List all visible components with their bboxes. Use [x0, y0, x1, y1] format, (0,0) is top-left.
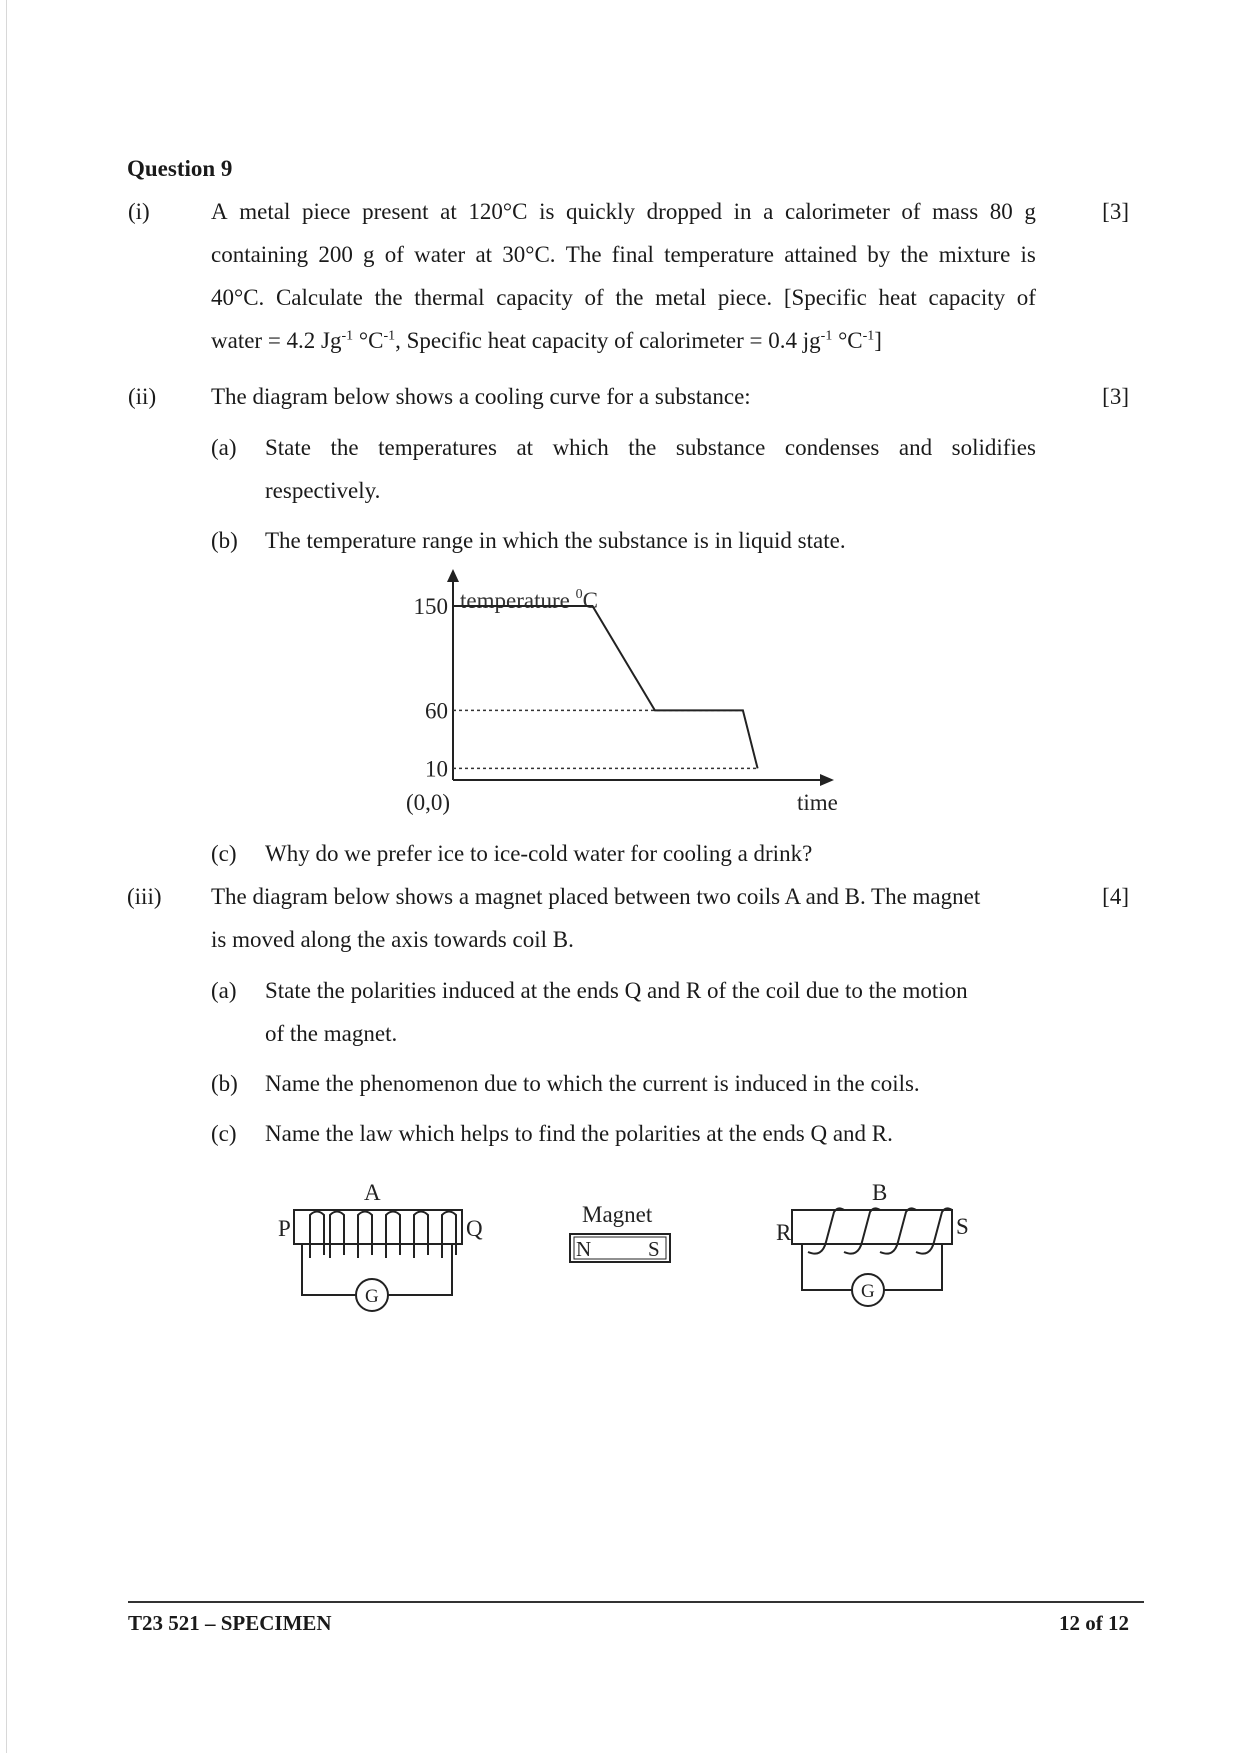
- word: calorimeter: [785, 199, 890, 224]
- word: 30°C.: [502, 242, 556, 267]
- word: solidifies: [951, 435, 1036, 460]
- part-iii-a-line-1: State the polarities induced at the ends Q and R of the coil due to the motion: [265, 978, 968, 1003]
- word: [Specific: [783, 285, 867, 310]
- part-iii-line-1: The diagram below shows a magnet placed between two coils A and B. The magnet: [211, 884, 981, 909]
- coil-magnet-diagram: [270, 1170, 1000, 1330]
- word: 120°C: [468, 199, 528, 224]
- line4-sup-2: -1: [383, 328, 396, 344]
- coil-a-core: [294, 1210, 462, 1244]
- part-iii-label: (iii): [127, 884, 162, 909]
- word: 200: [318, 242, 353, 267]
- footer-rule: [128, 1601, 1144, 1603]
- line4-text-4: °C: [832, 328, 863, 353]
- coil-b-galvanometer-label: G: [861, 1281, 875, 1302]
- word: the: [330, 435, 359, 460]
- word: the: [374, 285, 403, 310]
- word: g: [1024, 199, 1036, 224]
- word: dropped: [646, 199, 723, 224]
- magnet: [570, 1202, 670, 1262]
- part-iii-b-text: Name the phenomenon due to which the current is induced in the coils.: [265, 1071, 920, 1096]
- part-ii-b-label: (b): [211, 528, 238, 553]
- coil-a-label: A: [364, 1180, 381, 1205]
- word: is: [1020, 242, 1036, 267]
- word: The: [565, 242, 602, 267]
- part-i-line-1: [211, 200, 1036, 223]
- part-iii-c-text: Name the law which helps to find the polarities at the ends Q and R.: [265, 1121, 893, 1146]
- word: metal: [655, 285, 707, 310]
- part-ii-a-label: (a): [211, 435, 237, 460]
- footer-code: T23 521 – SPECIMEN: [128, 1611, 332, 1635]
- word: which: [552, 435, 609, 460]
- part-iii-a-label: (a): [211, 978, 237, 1003]
- word: capacity: [928, 285, 1006, 310]
- coil-a: [278, 1180, 483, 1311]
- part-ii-text: The diagram below shows a cooling curve for a substance:: [211, 384, 751, 409]
- word: mixture: [938, 242, 1011, 267]
- part-i-line-3: [211, 286, 1036, 309]
- coil-a-end-p: P: [278, 1216, 291, 1241]
- coil-a-galvanometer-label: G: [365, 1286, 379, 1307]
- y-tick-label-60: 60: [425, 698, 448, 724]
- magnet-north: N: [576, 1237, 592, 1261]
- word: and: [898, 435, 933, 460]
- part-i-line-2: [211, 243, 1036, 266]
- x-axis-arrow: [820, 774, 834, 786]
- word: of: [901, 199, 921, 224]
- word: A: [211, 199, 228, 224]
- part-ii-label: (ii): [128, 384, 157, 409]
- line4-text-1: water = 4.2 Jg: [211, 328, 342, 353]
- word: in: [733, 199, 752, 224]
- coil-b-winding: [808, 1208, 952, 1253]
- question-title: Question 9: [127, 156, 233, 181]
- word: the: [615, 285, 644, 310]
- word: piece: [301, 199, 351, 224]
- word: is: [539, 199, 555, 224]
- y-axis-label: temperature $^0$C: [460, 587, 598, 613]
- part-ii-c-label: (c): [211, 841, 237, 866]
- word: mass: [932, 199, 979, 224]
- part-ii-a-line-2: respectively.: [265, 478, 381, 503]
- line4-sup-4: -1: [862, 328, 875, 344]
- coil-b: [776, 1180, 969, 1306]
- part-iii-line-2: is moved along the axis towards coil B.: [211, 927, 574, 952]
- word: at: [440, 199, 457, 224]
- magnet-label: Magnet: [582, 1202, 653, 1227]
- part-iii-marks: [4]: [1102, 884, 1129, 909]
- page-edge: [6, 0, 7, 1753]
- word: piece.: [717, 285, 773, 310]
- line4-text-3: , Specific heat capacity of calorimeter = 0.4 jg: [395, 328, 821, 353]
- word: the: [628, 435, 657, 460]
- coil-b-label: B: [872, 1180, 888, 1205]
- word: 40°C.: [211, 285, 265, 310]
- coil-a-end-q: Q: [466, 1216, 483, 1241]
- magnet-south: S: [648, 1237, 660, 1261]
- word: thermal: [414, 285, 485, 310]
- word: at: [475, 242, 493, 267]
- cooling-curve-chart: [400, 565, 860, 825]
- coil-b-end-s: S: [956, 1214, 969, 1239]
- part-iii-b-label: (b): [211, 1071, 238, 1096]
- word: temperature: [664, 242, 774, 267]
- part-i-marks: [3]: [1102, 199, 1129, 224]
- word: g: [363, 242, 375, 267]
- part-iii-c-label: (c): [211, 1121, 237, 1146]
- y-tick-label-10: 10: [425, 756, 448, 782]
- word: quickly: [566, 199, 636, 224]
- part-i-line-4: [211, 329, 882, 352]
- word: of: [584, 285, 604, 310]
- word: substance: [675, 435, 766, 460]
- word: water: [414, 242, 466, 267]
- part-i-label: (i): [128, 199, 150, 224]
- part-ii-a-line-1: [265, 436, 1036, 459]
- line4-text-5: ]: [874, 328, 882, 353]
- cooling-curve-line: [453, 606, 758, 768]
- word: capacity: [496, 285, 573, 310]
- part-ii-c-text: Why do we prefer ice to ice-cold water for cooling a drink?: [265, 841, 813, 866]
- coil-b-core: [792, 1210, 952, 1244]
- word: of: [384, 242, 404, 267]
- part-iii-a-line-2: of the magnet.: [265, 1021, 398, 1046]
- word: condenses: [784, 435, 880, 460]
- line4-text-2: °C: [353, 328, 384, 353]
- word: a: [763, 199, 774, 224]
- line4-sup-1: -1: [341, 328, 354, 344]
- part-ii-b-text: The temperature range in which the substance is in liquid state.: [265, 528, 846, 553]
- word: of: [1016, 285, 1036, 310]
- line4-sup-3: -1: [820, 328, 833, 344]
- part-ii-marks: [3]: [1102, 384, 1129, 409]
- word: by: [867, 242, 891, 267]
- word: Calculate: [275, 285, 363, 310]
- coil-b-end-r: R: [776, 1220, 792, 1245]
- word: 80: [989, 199, 1013, 224]
- word: containing: [211, 242, 309, 267]
- word: State: [265, 435, 311, 460]
- origin-label: (0,0): [406, 790, 451, 815]
- word: at: [516, 435, 534, 460]
- footer-page: 12 of 12: [1059, 1611, 1129, 1635]
- word: heat: [878, 285, 917, 310]
- word: metal: [239, 199, 291, 224]
- coil-b-wire: [802, 1244, 852, 1290]
- word: the: [900, 242, 929, 267]
- coil-a-winding: [310, 1212, 456, 1259]
- word: present: [362, 199, 429, 224]
- y-tick-label-150: 150: [413, 594, 448, 619]
- x-axis-label: time: [797, 790, 838, 815]
- y-axis-arrow: [447, 569, 459, 582]
- word: final: [611, 242, 654, 267]
- word: temperatures: [378, 435, 497, 460]
- word: attained: [784, 242, 857, 267]
